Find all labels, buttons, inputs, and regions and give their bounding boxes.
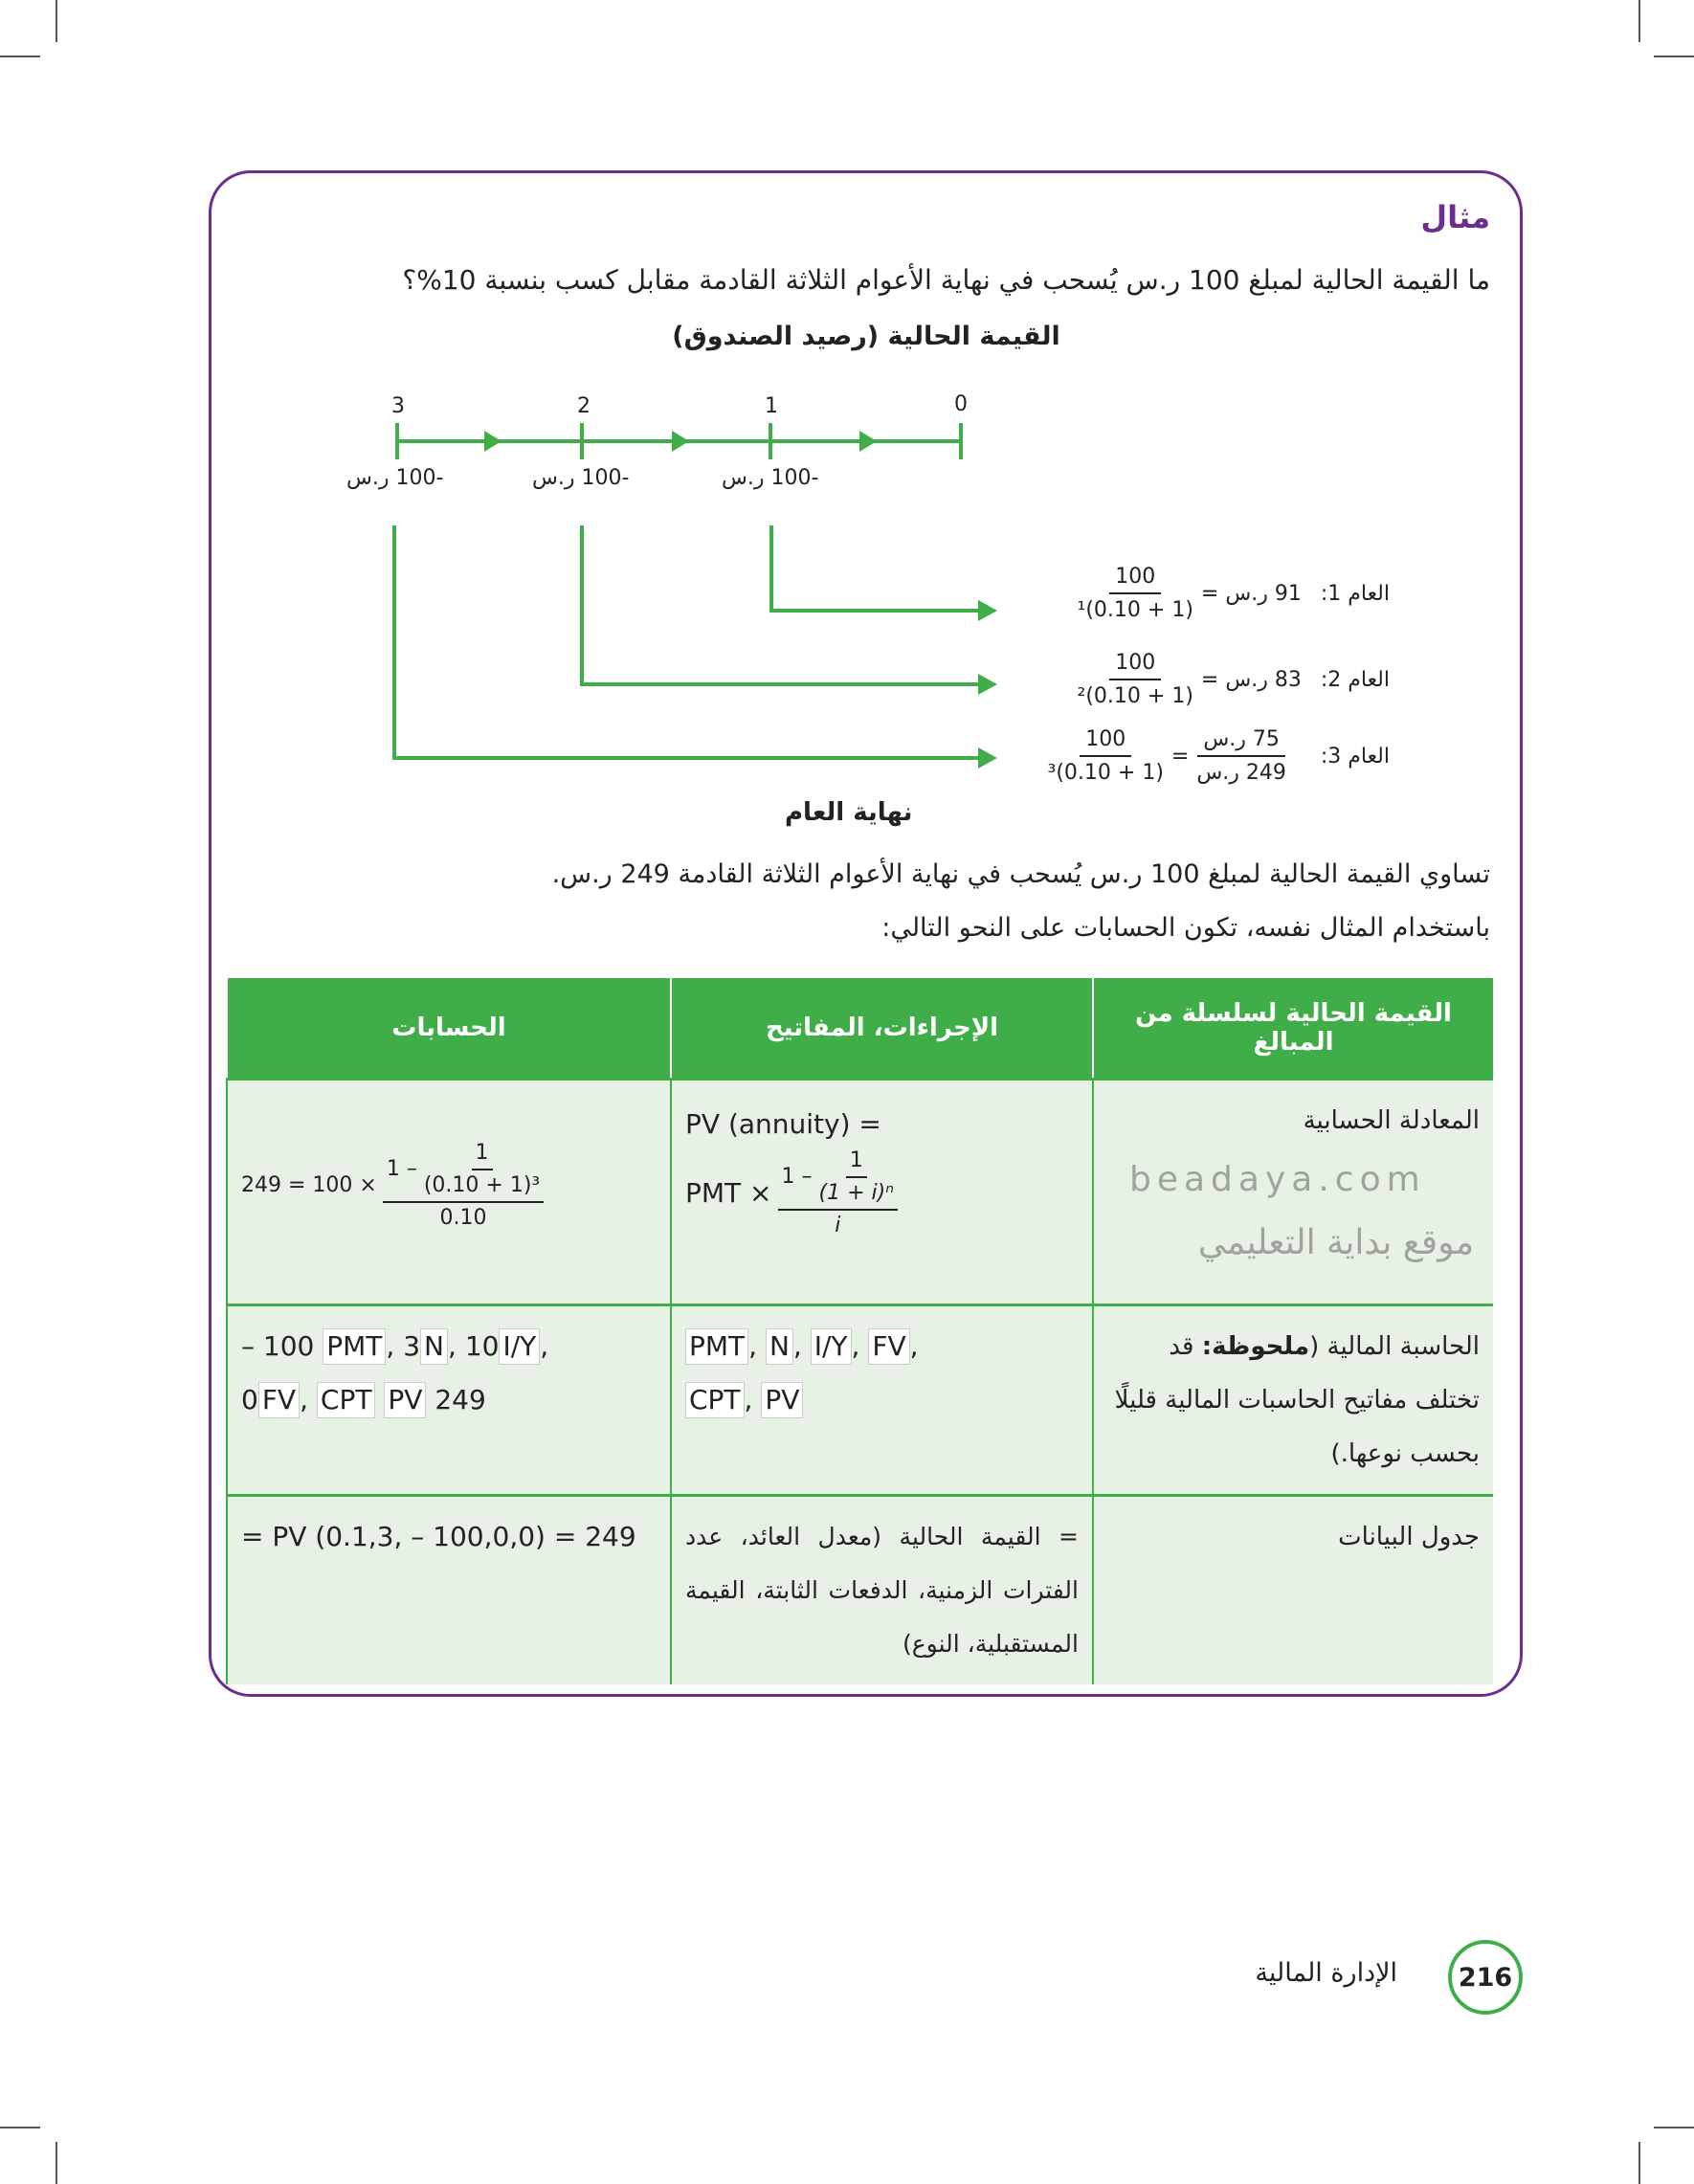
- timeline-arrowheads: [0, 0, 1694, 861]
- note-text: قد تختلف مفاتيح الحاسبات المالية قليلًا بحسب نوعها.): [1114, 1332, 1480, 1468]
- numerator: 1: [846, 1146, 867, 1178]
- column-header: القيمة الحالية لسلسلة من المبالغ: [1093, 978, 1493, 1080]
- amount-label: -100 ر.س: [722, 466, 819, 490]
- year-result: 91 ر.س =: [1200, 581, 1302, 606]
- total-fraction: [1196, 727, 1285, 785]
- table-row: [227, 1305, 1493, 1496]
- fraction: [1078, 651, 1193, 708]
- numerator: 100: [1080, 727, 1131, 757]
- key-fv: FV: [868, 1328, 909, 1365]
- label-cell: المعادلة الحسابية: [1093, 1080, 1493, 1305]
- tick-label: 1: [765, 394, 778, 418]
- intro-text: باستخدام المثال نفسه، تكون الحسابات على النحو التالي:: [881, 913, 1490, 943]
- inner-fraction: [424, 1138, 540, 1201]
- one-minus: 1 –: [781, 1165, 813, 1189]
- fraction: [383, 1138, 544, 1234]
- flow-line-year3: [394, 525, 986, 758]
- denominator: (1 + 0.10)²: [1077, 684, 1193, 708]
- denominator: 0.10: [439, 1206, 487, 1230]
- arrow-right-icon: [978, 747, 997, 769]
- key-cpt: CPT: [317, 1382, 376, 1418]
- denominator: (0.10 + 1)³: [423, 1173, 541, 1197]
- denominator: i: [835, 1214, 841, 1237]
- label-cell: جدول البيانات: [1093, 1496, 1493, 1685]
- tick-label: 3: [391, 394, 405, 418]
- key-n: N: [766, 1328, 793, 1365]
- calc-cell: [227, 1080, 671, 1305]
- diagram-subtitle: القيمة الحالية (رصيد الصندوق): [672, 322, 1060, 351]
- calc-cell: = PV (0.1,3, – 100,0,0) = 249: [227, 1496, 671, 1685]
- tick-label: 0: [954, 392, 968, 416]
- formula-prefix: PMT ×: [685, 1177, 772, 1209]
- key-iy: I/Y: [811, 1328, 852, 1365]
- arrow-right-icon: [978, 600, 997, 621]
- calc-prefix: 249 = 100 ×: [241, 1173, 377, 1197]
- value: 10: [464, 1330, 500, 1362]
- calc-cell: – 100 PMT , 3 N , 10 I/Y , 0 FV , CPT PV 249: [227, 1305, 671, 1496]
- total-value: 249 ر.س: [1196, 761, 1286, 785]
- conclusion-text: تساوي القيمة الحالية لمبلغ 100 ر.س يُسحب في نهاية الأعوام الثلاثة القادمة 249 ر.س.: [551, 859, 1490, 889]
- key-pv: PV: [761, 1382, 803, 1418]
- value: 249: [435, 1384, 486, 1415]
- footer-section-title: الإدارة المالية: [1255, 1958, 1397, 1988]
- column-header: الحسابات: [227, 978, 671, 1080]
- calculation-table: [226, 978, 1493, 1684]
- denominator: (1 + 0.10)³: [1047, 761, 1164, 785]
- key-fv: FV: [258, 1382, 300, 1418]
- year-label: العام 2:: [1320, 667, 1390, 692]
- amount-label: -100 ر.س: [532, 466, 630, 490]
- year-result: 83 ر.س =: [1200, 667, 1302, 692]
- crop-mark: [1654, 2127, 1694, 2128]
- table-row: [227, 1496, 1493, 1685]
- fraction: [1078, 565, 1193, 622]
- note-label: ملحوظة:: [1201, 1332, 1310, 1361]
- tick-label: 2: [577, 394, 591, 418]
- denominator: (1 + i)ⁿ: [818, 1181, 894, 1205]
- arrowhead-icon: [484, 431, 502, 452]
- column-header: الإجراءات، المفاتيح: [671, 978, 1093, 1080]
- amount-label: -100 ر.س: [346, 466, 444, 490]
- equals-sign: =: [1170, 744, 1190, 769]
- inner-fraction: [819, 1146, 894, 1209]
- table-header-row: [227, 978, 1493, 1080]
- arrow-right-icon: [978, 674, 997, 695]
- numerator: 1: [472, 1138, 493, 1170]
- watermark-latin: beadaya.com: [1129, 1160, 1426, 1199]
- crop-mark: [56, 2142, 57, 2184]
- fraction: [778, 1146, 898, 1241]
- crop-mark: [1638, 2142, 1640, 2184]
- question-text: ما القيمة الحالية لمبلغ 100 ر.س يُسحب في نهاية الأعوام الثلاثة القادمة مقابل كسب بنسبة 10%؟: [402, 264, 1490, 296]
- year-2-formula: [1078, 651, 1391, 708]
- page-number-badge: 216: [1448, 1940, 1523, 2015]
- key-n: N: [420, 1328, 448, 1365]
- crop-mark: [0, 2127, 40, 2128]
- label-text: الحاسبة المالية (: [1309, 1332, 1480, 1361]
- arrowhead-icon: [672, 431, 689, 452]
- denominator: (1 + 0.10)¹: [1077, 598, 1193, 622]
- label-cell: [1093, 1305, 1493, 1496]
- numerator: 100: [1109, 651, 1161, 680]
- key-pv: PV: [384, 1382, 426, 1418]
- fraction: [1048, 727, 1164, 785]
- key-pmt: PMT: [685, 1328, 748, 1365]
- key-iy: I/Y: [499, 1328, 540, 1365]
- flow-line-year2: [582, 525, 986, 684]
- numerator: [778, 1146, 898, 1211]
- formula-line: PV (annuity) =: [685, 1108, 881, 1140]
- value: 3: [403, 1330, 421, 1362]
- procedure-cell: = القيمة الحالية (معدل العائد، عدد الفترات الزمنية، الدفعات الثابتة، القيمة المستقبلية، النوع): [671, 1496, 1093, 1685]
- axis-label: نهاية العام: [785, 798, 913, 827]
- year-1-formula: [1078, 565, 1391, 622]
- value: 0: [241, 1384, 258, 1415]
- numerator: [383, 1138, 544, 1203]
- arrowhead-icon: [859, 431, 877, 452]
- year-3-value: 75 ر.س: [1197, 727, 1284, 757]
- key-pmt: PMT: [323, 1328, 386, 1365]
- value: – 100: [241, 1330, 315, 1362]
- numerator: 100: [1109, 565, 1161, 594]
- procedure-cell: [671, 1080, 1093, 1305]
- key-cpt: CPT: [685, 1382, 745, 1418]
- example-title: مثال: [1420, 199, 1490, 235]
- year-label: العام 3:: [1320, 744, 1390, 769]
- year-label: العام 1:: [1320, 581, 1390, 606]
- procedure-cell: PMT , N , I/Y , FV , CPT , PV: [671, 1305, 1093, 1496]
- flow-line-year1: [771, 525, 986, 611]
- one-minus: 1 –: [386, 1157, 417, 1181]
- watermark-arabic: موقع بداية التعليمي: [1197, 1223, 1474, 1262]
- year-3-formula: [1048, 727, 1391, 785]
